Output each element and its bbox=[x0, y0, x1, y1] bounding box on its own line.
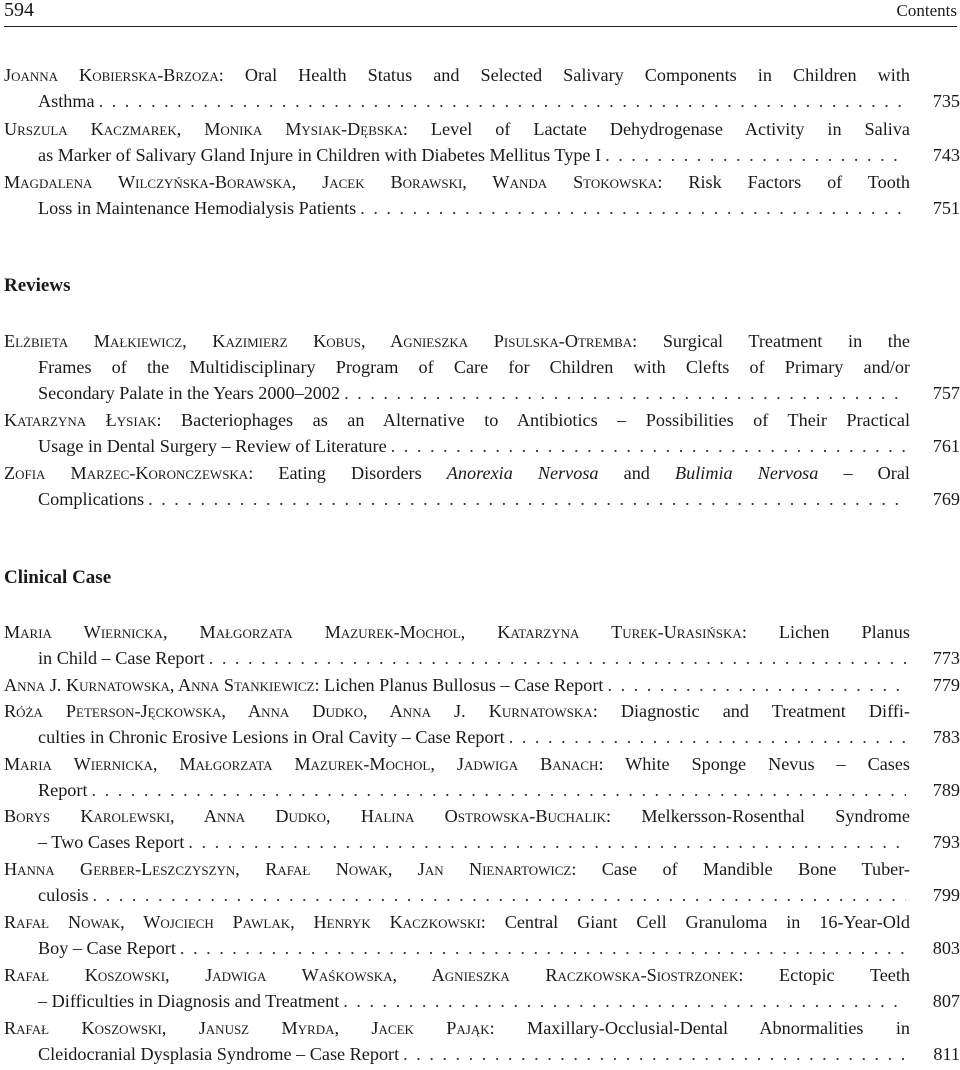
entry-authors: Anna J. Kurnatowska, Anna Stankiewicz bbox=[4, 675, 315, 695]
entry-title: and bbox=[598, 463, 676, 483]
entry-authors: Rafał Koszowski, Janusz Myrda, Jacek Pająk bbox=[4, 1018, 490, 1038]
entry-authors: Rafał Nowak, Wojciech Pawlak, Henryk Kaczkowski bbox=[4, 912, 481, 932]
entry-title-end: as Marker of Salivary Gland Injure in Children with Diabetes Mellitus Type I bbox=[38, 145, 602, 166]
toc-entry[interactable]: Hanna Gerber-Leszczyszyn, Rafał Nowak, Jan Nienartowicz: Case of Mandible Bone Tuber- culosis . . . 799 bbox=[4, 856, 910, 908]
entry-title: White Sponge Nevus – Cases bbox=[625, 754, 911, 774]
entry-authors: Joanna Kobierska-Brzoza bbox=[4, 65, 219, 85]
entry-page: 735 bbox=[932, 91, 960, 112]
dot-leader bbox=[391, 433, 906, 459]
entry-authors: Maria Wiernicka, Małgorzata Mazurek-Mochol, Jadwiga Banach bbox=[4, 754, 599, 774]
running-title: Contents bbox=[896, 1, 957, 20]
entry-title-end: – Two Cases Report bbox=[38, 832, 185, 853]
entry-title: Risk Factors of Tooth bbox=[688, 172, 910, 192]
dot-leader bbox=[188, 829, 906, 855]
toc-entry[interactable]: Elżbieta Małkiewicz, Kazimierz Kobus, Agnieszka Pisulska-Otremba: Surgical Treatment in the Frames of the Multidisciplinary Program of Care for Children with Clefts of Primary and/or Secondary Palate in the Years 2000–2002 . . . 757 bbox=[4, 328, 910, 407]
toc-entry[interactable]: Anna J. Kurnatowska, Anna Stankiewicz: Lichen Planus Bullosus – Case Report . . . 779 bbox=[4, 672, 910, 698]
page-header bbox=[4, 0, 957, 27]
dot-leader bbox=[148, 486, 906, 512]
entry-title-end: Usage in Dental Surgery – Review of Literature bbox=[38, 436, 387, 457]
entry-page: 779 bbox=[932, 675, 960, 695]
entry-page: 803 bbox=[932, 938, 960, 959]
entry-title-end: Complications bbox=[38, 489, 145, 510]
entry-title-end: – Difficulties in Diagnosis and Treatment bbox=[38, 991, 340, 1012]
entry-authors: Zofia Marzec-Koronczewska bbox=[4, 463, 249, 483]
entry-authors: Urszula Kaczmarek, Monika Mysiak-Dębska bbox=[4, 119, 403, 139]
entry-title: Central Giant Cell Granuloma in 16-Year-Old bbox=[504, 912, 910, 932]
section-heading-clinical-case: Clinical Case bbox=[4, 567, 112, 588]
entry-page: 799 bbox=[932, 885, 960, 906]
entry-page: 811 bbox=[933, 1044, 960, 1065]
entry-title-end: Secondary Palate in the Years 2000–2002 bbox=[38, 383, 341, 404]
entry-authors: Róża Peterson-Jęckowska, Anna Dudko, Anna J. Kurnatowska bbox=[4, 701, 593, 721]
toc-entry[interactable]: Rafał Koszowski, Janusz Myrda, Jacek Pająk: Maxillary-Occlusial-Dental Abnormalities in Cleidocranial Dysplasia Syndrome – Case Report . . . 811 bbox=[4, 1015, 910, 1067]
toc-entry[interactable]: Maria Wiernicka, Małgorzata Mazurek-Mochol, Jadwiga Banach: White Sponge Nevus – Cases Report . . . 789 bbox=[4, 751, 910, 803]
entry-title-end: Cleidocranial Dysplasia Syndrome – Case Report bbox=[38, 1044, 400, 1065]
entry-title: Surgical Treatment in the bbox=[662, 331, 910, 351]
entry-page: 743 bbox=[932, 145, 960, 166]
entry-authors: Magdalena Wilczyńska-Borawska, Jacek Borawski, Wanda Stokowska bbox=[4, 172, 658, 192]
entry-title-end: in Child – Case Report bbox=[38, 648, 205, 669]
dot-leader bbox=[92, 777, 906, 803]
entry-page: 793 bbox=[932, 832, 960, 853]
entry-authors: Borys Karolewski, Anna Dudko, Halina Ostrowska-Buchalik bbox=[4, 806, 606, 826]
dot-leader bbox=[344, 380, 906, 406]
entry-title: Oral Health Status and Selected Salivary Components in Children with bbox=[244, 65, 910, 85]
entry-authors: Rafał Koszowski, Jadwiga Waśkowska, Agnieszka Raczkowska-Siostrzonek bbox=[4, 965, 739, 985]
toc-entry[interactable]: Maria Wiernicka, Małgorzata Mazurek-Mochol, Katarzyna Turek-Urasińska: Lichen Planus in Child – Case Report . . . 773 bbox=[4, 619, 910, 671]
toc-entry[interactable]: Katarzyna Łysiak: Bacteriophages as an Alternative to Antibiotics – Possibilities of Their Practical Usage in Dental Surgery – Review of Literature . . . 761 bbox=[4, 407, 910, 459]
section-heading-reviews: Reviews bbox=[4, 275, 71, 296]
entry-authors: Katarzyna Łysiak bbox=[4, 410, 157, 430]
toc-entry[interactable]: Borys Karolewski, Anna Dudko, Halina Ostrowska-Buchalik: Melkersson-Rosenthal Syndrome – Two Cases Report . . . 793 bbox=[4, 803, 910, 855]
entry-title: Maxillary-Occlusial-Dental Abnormalities in bbox=[527, 1018, 910, 1038]
entry-title-end: Asthma bbox=[38, 91, 95, 112]
entry-page: 761 bbox=[932, 436, 960, 457]
entry-title-end: Loss in Maintenance Hemodialysis Patients bbox=[38, 198, 357, 219]
entry-title: Diagnostic and Treatment Diffi- bbox=[620, 701, 910, 721]
entry-page: 751 bbox=[932, 198, 960, 219]
dot-leader bbox=[403, 1041, 906, 1067]
toc-entry[interactable]: Urszula Kaczmarek, Monika Mysiak-Dębska: Level of Lactate Dehydrogenase Activity in Saliva as Marker of Salivary Gland Injure in Children with Diabetes Mellitus Type I . . . 743 bbox=[4, 116, 910, 168]
entry-title: Level of Lactate Dehydrogenase Activity in Saliva bbox=[430, 119, 910, 139]
entry-title: Lichen Planus bbox=[778, 622, 910, 642]
dot-leader bbox=[93, 882, 906, 908]
entry-title-cont: Frames of the Multidisciplinary Program of Care for Children with Clefts of Primary and/or bbox=[38, 357, 910, 378]
entry-page: 773 bbox=[932, 648, 960, 669]
dot-leader bbox=[360, 195, 906, 221]
entry-title: Bacteriophages as an Alternative to Antibiotics – Possibilities of Their Practical bbox=[181, 410, 910, 430]
dot-leader bbox=[605, 142, 906, 168]
page-number: 594 bbox=[4, 0, 34, 21]
entry-page: 783 bbox=[932, 727, 960, 748]
entry-title-end: culosis bbox=[38, 885, 89, 906]
toc-entry[interactable]: Róża Peterson-Jęckowska, Anna Dudko, Anna J. Kurnatowska: Diagnostic and Treatment Diffi- culties in Chronic Erosive Lesions in Oral Cavity – Case Report . . . 783 bbox=[4, 698, 910, 750]
entry-title: Case of Mandible Bone Tuber- bbox=[601, 859, 910, 879]
entry-page: 769 bbox=[932, 489, 960, 510]
entry-title-end: Report bbox=[38, 780, 88, 801]
entry-authors: Elżbieta Małkiewicz, Kazimierz Kobus, Agnieszka Pisulska-Otremba bbox=[4, 331, 633, 351]
entry-title: Melkersson-Rosenthal Syndrome bbox=[641, 806, 910, 826]
toc-entry[interactable]: Magdalena Wilczyńska-Borawska, Jacek Borawski, Wanda Stokowska: Risk Factors of Tooth Loss in Maintenance Hemodialysis Patients . . . 751 bbox=[4, 169, 910, 221]
dot-leader bbox=[343, 988, 906, 1014]
dot-leader bbox=[209, 645, 906, 671]
entry-title-italic: Anorexia Nervosa bbox=[446, 463, 599, 483]
dot-leader bbox=[607, 672, 906, 698]
dot-leader bbox=[509, 724, 906, 750]
entry-authors: Maria Wiernicka, Małgorzata Mazurek-Mochol, Katarzyna Turek-Urasińska bbox=[4, 622, 742, 642]
dot-leader bbox=[99, 88, 906, 114]
entry-title: Lichen Planus Bullosus – Case Report bbox=[324, 675, 604, 695]
entry-title: Eating Disorders bbox=[278, 463, 447, 483]
entry-title: Ectopic Teeth bbox=[779, 965, 910, 985]
dot-leader bbox=[180, 935, 906, 961]
entry-title-italic: Bulimia Nervosa bbox=[675, 463, 819, 483]
toc-entry[interactable]: Rafał Nowak, Wojciech Pawlak, Henryk Kaczkowski: Central Giant Cell Granuloma in 16-Year-Old Boy – Case Report . . . 803 bbox=[4, 909, 910, 961]
entry-page: 757 bbox=[932, 383, 960, 404]
entry-page: 807 bbox=[932, 991, 960, 1012]
entry-title: – Oral bbox=[818, 463, 910, 483]
entry-authors: Hanna Gerber-Leszczyszyn, Rafał Nowak, Jan Nienartowicz bbox=[4, 859, 572, 879]
toc-entry[interactable]: Joanna Kobierska-Brzoza: Oral Health Status and Selected Salivary Components in Children with Asthma . . . 735 bbox=[4, 62, 910, 114]
toc-entry[interactable]: Rafał Koszowski, Jadwiga Waśkowska, Agnieszka Raczkowska-Siostrzonek: Ectopic Teeth – Difficulties in Diagnosis and Treatment . . . 807 bbox=[4, 962, 910, 1014]
entry-page: 789 bbox=[932, 780, 960, 801]
entry-title-end: Boy – Case Report bbox=[38, 938, 176, 959]
toc-entry[interactable]: Zofia Marzec-Koronczewska: Eating Disorders Anorexia Nervosa and Bulimia Nervosa – Oral Complications . . . 769 bbox=[4, 460, 910, 512]
entry-title-end: culties in Chronic Erosive Lesions in Oral Cavity – Case Report bbox=[38, 727, 505, 748]
